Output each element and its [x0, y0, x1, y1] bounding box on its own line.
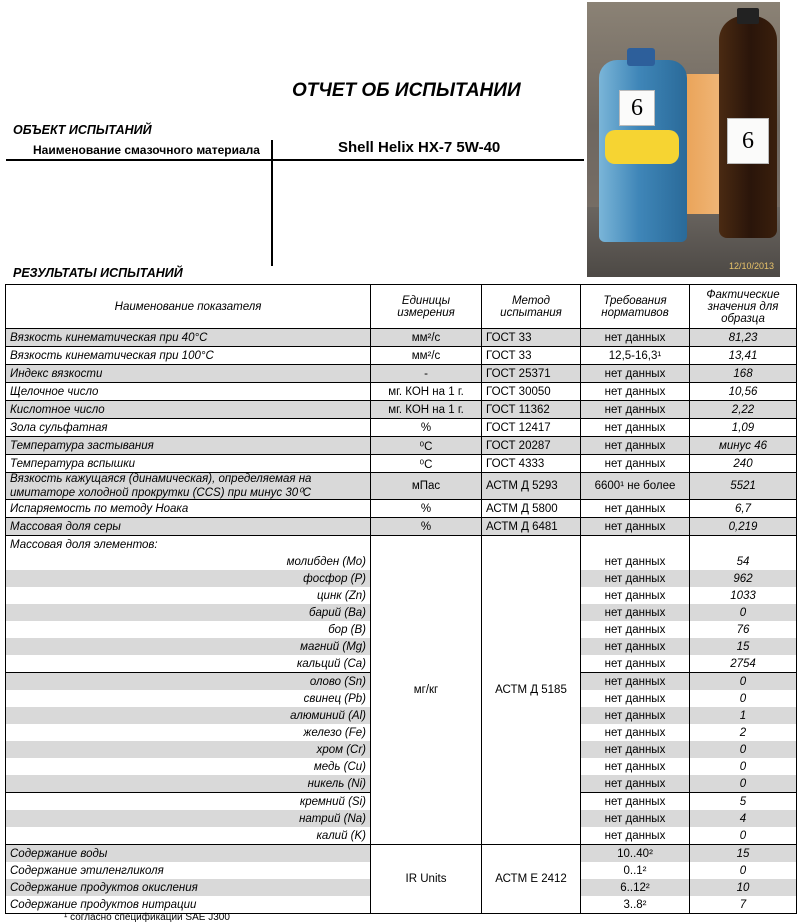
elements-unit: мг/кг — [371, 536, 482, 845]
param-name: Индекс вязкости — [6, 365, 371, 383]
param-method: АСТМ Д 6481 — [482, 518, 581, 536]
param-method: ГОСТ 20287 — [482, 437, 581, 455]
ir-requirement: 0..1² — [581, 862, 690, 879]
element-value: 76 — [690, 621, 797, 638]
param-requirement: нет данных — [581, 455, 690, 473]
ir-param-name: Содержание воды — [6, 845, 371, 863]
element-value: 1033 — [690, 587, 797, 604]
param-unit: ⁰С — [371, 437, 482, 455]
table-row — [6, 536, 797, 554]
param-requirement: нет данных — [581, 383, 690, 401]
report-title: ОТЧЕТ ОБ ИСПЫТАНИИ — [292, 80, 521, 101]
param-value: 6,7 — [690, 500, 797, 518]
element-name: цинк (Zn) — [6, 587, 371, 604]
param-name: Температура вспышки — [6, 455, 371, 473]
element-name: свинец (Pb) — [6, 690, 371, 707]
param-name: Зола сульфатная — [6, 419, 371, 437]
param-method: ГОСТ 30050 — [482, 383, 581, 401]
param-value: 1,09 — [690, 419, 797, 437]
table-row — [6, 455, 797, 473]
param-requirement: нет данных — [581, 365, 690, 383]
param-name: Кислотное число — [6, 401, 371, 419]
object-heading: ОБЪЕКТ ИСПЫТАНИЙ — [13, 123, 152, 137]
element-requirement: нет данных — [581, 758, 690, 775]
param-name: Испаряемость по методу Ноака — [6, 500, 371, 518]
element-requirement: нет данных — [581, 673, 690, 691]
element-requirement: нет данных — [581, 827, 690, 845]
results-body — [6, 329, 797, 914]
param-requirement: нет данных — [581, 518, 690, 536]
element-name: барий (Ba) — [6, 604, 371, 621]
element-name: кальций (Ca) — [6, 655, 371, 673]
element-value: 5 — [690, 793, 797, 811]
element-requirement: нет данных — [581, 810, 690, 827]
param-value: 2,22 — [690, 401, 797, 419]
photo-helix-label — [605, 130, 679, 164]
element-requirement: нет данных — [581, 570, 690, 587]
table-row — [6, 845, 797, 863]
ir-param-name: Содержание этиленгликоля — [6, 862, 371, 879]
param-method: АСТМ Д 5293 — [482, 473, 581, 500]
param-requirement: нет данных — [581, 437, 690, 455]
element-requirement: нет данных — [581, 775, 690, 793]
element-requirement: нет данных — [581, 638, 690, 655]
table-header-row — [6, 285, 797, 329]
param-requirement: нет данных — [581, 329, 690, 347]
param-name: Массовая доля серы — [6, 518, 371, 536]
object-divider-vertical — [271, 140, 273, 266]
footnote: ¹ согласно спецификации SAE J300 — [64, 912, 230, 923]
photo-sample-label-left: 6 — [619, 90, 655, 126]
table-row — [6, 419, 797, 437]
element-value: 15 — [690, 638, 797, 655]
photo-date-stamp: 12/10/2013 — [728, 261, 774, 271]
param-value: 240 — [690, 455, 797, 473]
param-name: Вязкость кинематическая при 40°С — [6, 329, 371, 347]
photo-sample-label-right: 6 — [727, 118, 769, 164]
element-requirement: нет данных — [581, 553, 690, 570]
table-row — [6, 473, 797, 500]
ir-param-name: Содержание продуктов окисления — [6, 879, 371, 896]
results-table — [5, 284, 797, 914]
param-unit: % — [371, 518, 482, 536]
param-value: 10,56 — [690, 383, 797, 401]
results-heading: РЕЗУЛЬТАТЫ ИСПЫТАНИЙ — [13, 266, 183, 280]
element-name: олово (Sn) — [6, 673, 371, 691]
col-header-value: Фактические значения для образца — [690, 285, 797, 329]
param-unit: мм²/с — [371, 329, 482, 347]
element-value: 0 — [690, 827, 797, 845]
element-name: магний (Mg) — [6, 638, 371, 655]
param-value: 168 — [690, 365, 797, 383]
param-requirement: нет данных — [581, 419, 690, 437]
ir-param-name: Содержание продуктов нитрации — [6, 896, 371, 914]
table-row — [6, 500, 797, 518]
element-name: фосфор (P) — [6, 570, 371, 587]
param-unit: мг. КОН на 1 г. — [371, 383, 482, 401]
param-requirement: нет данных — [581, 500, 690, 518]
table-row — [6, 401, 797, 419]
col-header-name: Наименование показателя — [6, 285, 371, 329]
param-unit: % — [371, 500, 482, 518]
ir-value: 10 — [690, 879, 797, 896]
param-value: 81,23 — [690, 329, 797, 347]
param-method: ГОСТ 4333 — [482, 455, 581, 473]
ir-method: АСТМ Е 2412 — [482, 845, 581, 914]
element-value: 0 — [690, 604, 797, 621]
element-name: натрий (Na) — [6, 810, 371, 827]
element-requirement: нет данных — [581, 724, 690, 741]
param-unit: ⁰С — [371, 455, 482, 473]
element-requirement: нет данных — [581, 793, 690, 811]
table-row — [6, 437, 797, 455]
param-method: ГОСТ 11362 — [482, 401, 581, 419]
param-unit: - — [371, 365, 482, 383]
param-requirement: 6600¹ не более — [581, 473, 690, 500]
param-method: ГОСТ 33 — [482, 329, 581, 347]
element-value: 54 — [690, 553, 797, 570]
param-requirement: нет данных — [581, 401, 690, 419]
element-value: 1 — [690, 707, 797, 724]
photo-jug-cap — [627, 48, 655, 66]
element-requirement: нет данных — [581, 690, 690, 707]
ir-value: 0 — [690, 862, 797, 879]
object-value: Shell Helix HX-7 5W-40 — [338, 139, 501, 156]
ir-requirement: 6..12² — [581, 879, 690, 896]
element-requirement: нет данных — [581, 655, 690, 673]
element-value: 0 — [690, 690, 797, 707]
element-requirement: нет данных — [581, 604, 690, 621]
photo-bottle-cap — [737, 8, 759, 24]
param-value: минус 46 — [690, 437, 797, 455]
param-method: ГОСТ 25371 — [482, 365, 581, 383]
element-requirement: нет данных — [581, 621, 690, 638]
param-unit: мПас — [371, 473, 482, 500]
table-row — [6, 383, 797, 401]
param-requirement: 12,5-16,3¹ — [581, 347, 690, 365]
elements-heading-req — [581, 536, 690, 554]
table-row — [6, 365, 797, 383]
elements-heading: Массовая доля элементов: — [6, 536, 371, 554]
param-method: АСТМ Д 5800 — [482, 500, 581, 518]
elements-heading-value — [690, 536, 797, 554]
element-value: 0 — [690, 775, 797, 793]
element-value: 2754 — [690, 655, 797, 673]
col-header-unit: Единицы измерения — [371, 285, 482, 329]
object-label: Наименование смазочного материала — [33, 143, 260, 157]
table-row — [6, 329, 797, 347]
element-name: никель (Ni) — [6, 775, 371, 793]
param-name: Температура застывания — [6, 437, 371, 455]
col-header-requirements: Требования нормативов — [581, 285, 690, 329]
element-name: железо (Fe) — [6, 724, 371, 741]
element-name: кремний (Si) — [6, 793, 371, 811]
param-name: Щелочное число — [6, 383, 371, 401]
element-requirement: нет данных — [581, 741, 690, 758]
ir-value: 15 — [690, 845, 797, 863]
param-unit: мм²/с — [371, 347, 482, 365]
param-method: ГОСТ 33 — [482, 347, 581, 365]
element-value: 4 — [690, 810, 797, 827]
element-name: медь (Cu) — [6, 758, 371, 775]
param-method: ГОСТ 12417 — [482, 419, 581, 437]
element-value: 2 — [690, 724, 797, 741]
param-value: 13,41 — [690, 347, 797, 365]
table-row — [6, 518, 797, 536]
product-photo — [587, 2, 780, 277]
param-name: Вязкость кажущаяся (динамическая), определяемая на имитаторе холодной прокрутки (CCS) при минус 30⁰С — [6, 473, 371, 500]
element-name: бор (B) — [6, 621, 371, 638]
ir-unit: IR Units — [371, 845, 482, 914]
element-name: алюминий (Al) — [6, 707, 371, 724]
param-name: Вязкость кинематическая при 100°С — [6, 347, 371, 365]
element-value: 0 — [690, 673, 797, 691]
element-requirement: нет данных — [581, 587, 690, 604]
param-unit: % — [371, 419, 482, 437]
param-value: 5521 — [690, 473, 797, 500]
ir-requirement: 10..40² — [581, 845, 690, 863]
object-divider-horizontal — [6, 159, 584, 161]
param-unit: мг. КОН на 1 г. — [371, 401, 482, 419]
table-row — [6, 347, 797, 365]
col-header-method: Метод испытания — [482, 285, 581, 329]
ir-value: 7 — [690, 896, 797, 914]
elements-method: АСТМ Д 5185 — [482, 536, 581, 845]
element-value: 0 — [690, 741, 797, 758]
element-name: калий (K) — [6, 827, 371, 845]
element-name: молибден (Mo) — [6, 553, 371, 570]
element-name: хром (Cr) — [6, 741, 371, 758]
element-value: 962 — [690, 570, 797, 587]
element-value: 0 — [690, 758, 797, 775]
ir-requirement: 3..8² — [581, 896, 690, 914]
param-value: 0,219 — [690, 518, 797, 536]
element-requirement: нет данных — [581, 707, 690, 724]
